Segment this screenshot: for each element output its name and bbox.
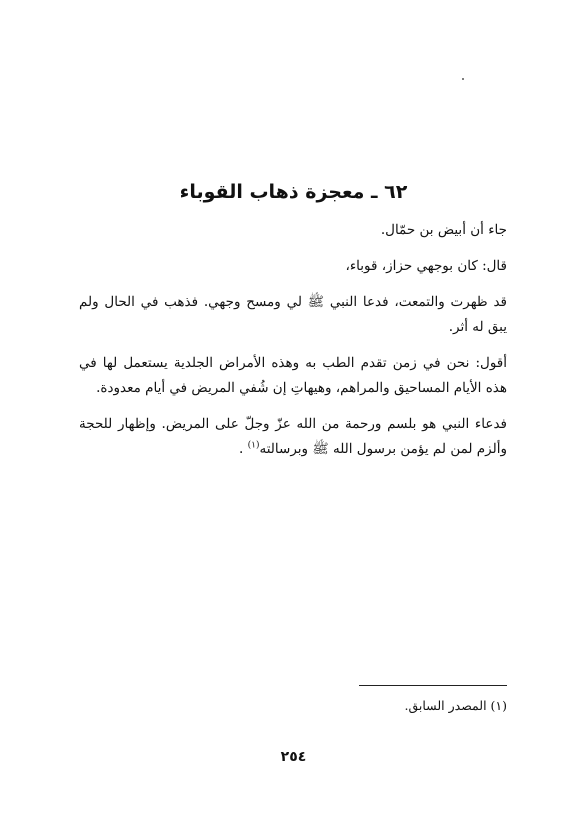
- paragraph-5-text: فدعاء النبي هو بلسم ورحمة من الله عزّ وجلّ على المريض. وإظهار للحجة وألزم لمن لم يؤمن برسول الله ﷺ وبرسالته: [79, 416, 507, 457]
- body-text: [79, 218, 507, 473]
- paragraph-4: أقول: نحن في زمن تقدم الطب به وهذه الأمراض الجلدية يستعمل لها في هذه الأيام المساحيق والمراهم، وهيهاتِ إن شُفي المريض في أيام معدودة.: [79, 355, 507, 396]
- scan-speck: [462, 78, 464, 80]
- paragraph-5-period: .: [239, 441, 244, 457]
- paragraph-2: قال: كان بوجهي حزاز، قوباء،: [345, 258, 507, 274]
- chapter-title: ٦٢ ـ معجزة ذهاب القوباء: [179, 181, 408, 203]
- paragraph-5: [79, 412, 507, 462]
- footnote: (١) المصدر السابق.: [404, 698, 507, 713]
- paragraph-3: قد ظهرت والتمعت، فدعا النبي ﷺ لي ومسح وجهي. فذهب في الحال ولم يبق له أثر.: [79, 294, 507, 335]
- paragraph-1: جاء أن أبيض بن حمّال.: [380, 222, 507, 238]
- footnote-marker: (١): [247, 440, 260, 451]
- footnote-separator: [359, 685, 507, 686]
- page-number: ٢٥٤: [280, 749, 307, 765]
